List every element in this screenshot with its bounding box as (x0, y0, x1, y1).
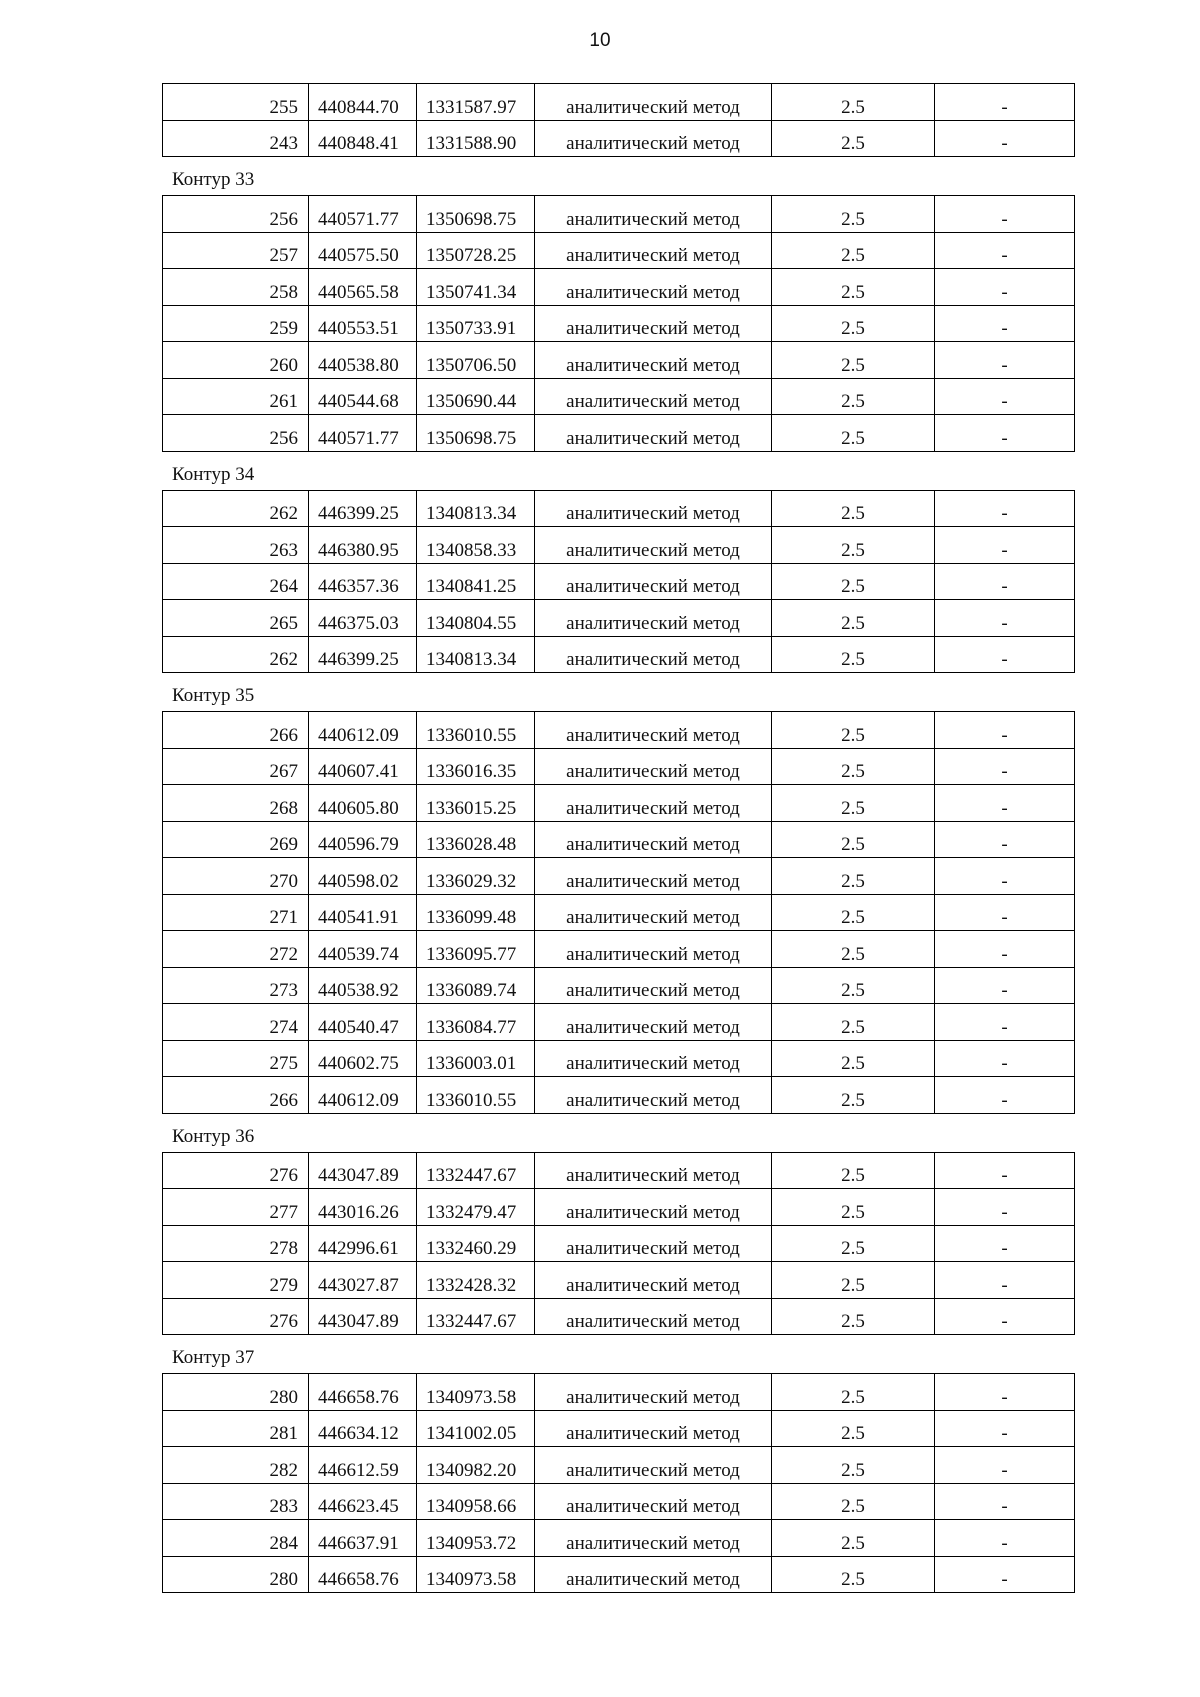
description-cell: - (935, 1152, 1075, 1189)
point-number-cell: 255 (163, 84, 309, 121)
precision-cell: 2.5 (772, 1520, 935, 1557)
x-coordinate-cell: 446399.25 (309, 490, 417, 527)
point-number-cell: 282 (163, 1447, 309, 1484)
x-coordinate-cell: 440612.09 (309, 712, 417, 749)
description-cell: - (935, 636, 1075, 673)
y-coordinate-cell: 1350698.75 (417, 196, 535, 233)
table-row (163, 785, 1075, 822)
description-cell: - (935, 490, 1075, 527)
precision-cell: 2.5 (772, 1040, 935, 1077)
description-cell: - (935, 1447, 1075, 1484)
point-number-cell: 280 (163, 1374, 309, 1411)
y-coordinate-cell: 1350706.50 (417, 342, 535, 379)
table-row (163, 931, 1075, 968)
y-coordinate-cell: 1341002.05 (417, 1410, 535, 1447)
table-row (163, 1077, 1075, 1114)
method-cell: аналитический метод (535, 1077, 772, 1114)
description-cell: - (935, 1556, 1075, 1593)
contour-title: Контур 34 (172, 463, 255, 485)
method-cell: аналитический метод (535, 1410, 772, 1447)
point-number-cell: 267 (163, 748, 309, 785)
description-cell: - (935, 1483, 1075, 1520)
description-cell: - (935, 858, 1075, 895)
precision-cell: 2.5 (772, 894, 935, 931)
table-row (163, 967, 1075, 1004)
point-number-cell: 262 (163, 490, 309, 527)
precision-cell: 2.5 (772, 821, 935, 858)
table-row (163, 305, 1075, 342)
y-coordinate-cell: 1336016.35 (417, 748, 535, 785)
method-cell: аналитический метод (535, 821, 772, 858)
x-coordinate-cell: 440602.75 (309, 1040, 417, 1077)
y-coordinate-cell: 1332460.29 (417, 1225, 535, 1262)
x-coordinate-cell: 446658.76 (309, 1556, 417, 1593)
y-coordinate-cell: 1336010.55 (417, 1077, 535, 1114)
method-cell: аналитический метод (535, 269, 772, 306)
description-cell: - (935, 894, 1075, 931)
table-row (163, 84, 1075, 121)
description-cell: - (935, 1040, 1075, 1077)
precision-cell: 2.5 (772, 342, 935, 379)
point-number-cell: 273 (163, 967, 309, 1004)
description-cell: - (935, 748, 1075, 785)
description-cell: - (935, 931, 1075, 968)
x-coordinate-cell: 446623.45 (309, 1483, 417, 1520)
x-coordinate-cell: 440541.91 (309, 894, 417, 931)
method-cell: аналитический метод (535, 527, 772, 564)
x-coordinate-cell: 440607.41 (309, 748, 417, 785)
description-cell: - (935, 1189, 1075, 1226)
point-number-cell: 283 (163, 1483, 309, 1520)
description-cell: - (935, 1410, 1075, 1447)
method-cell: аналитический метод (535, 232, 772, 269)
precision-cell: 2.5 (772, 527, 935, 564)
x-coordinate-cell: 446612.59 (309, 1447, 417, 1484)
point-number-cell: 278 (163, 1225, 309, 1262)
table-row (163, 120, 1075, 157)
point-number-cell: 271 (163, 894, 309, 931)
x-coordinate-cell: 440575.50 (309, 232, 417, 269)
precision-cell: 2.5 (772, 1225, 935, 1262)
y-coordinate-cell: 1336028.48 (417, 821, 535, 858)
method-cell: аналитический метод (535, 415, 772, 452)
point-number-cell: 266 (163, 712, 309, 749)
y-coordinate-cell: 1336084.77 (417, 1004, 535, 1041)
description-cell: - (935, 1374, 1075, 1411)
method-cell: аналитический метод (535, 196, 772, 233)
x-coordinate-cell: 440848.41 (309, 120, 417, 157)
point-number-cell: 264 (163, 563, 309, 600)
x-coordinate-cell: 440596.79 (309, 821, 417, 858)
point-number-cell: 281 (163, 1410, 309, 1447)
x-coordinate-cell: 440605.80 (309, 785, 417, 822)
precision-cell: 2.5 (772, 490, 935, 527)
table-row (163, 232, 1075, 269)
precision-cell: 2.5 (772, 196, 935, 233)
precision-cell: 2.5 (772, 931, 935, 968)
precision-cell: 2.5 (772, 415, 935, 452)
contour-title: Контур 36 (172, 1125, 255, 1147)
precision-cell: 2.5 (772, 1262, 935, 1299)
precision-cell: 2.5 (772, 1298, 935, 1335)
point-number-cell: 276 (163, 1298, 309, 1335)
y-coordinate-cell: 1336015.25 (417, 785, 535, 822)
x-coordinate-cell: 446637.91 (309, 1520, 417, 1557)
precision-cell: 2.5 (772, 785, 935, 822)
description-cell: - (935, 1225, 1075, 1262)
method-cell: аналитический метод (535, 563, 772, 600)
x-coordinate-cell: 440565.58 (309, 269, 417, 306)
description-cell: - (935, 527, 1075, 564)
method-cell: аналитический метод (535, 931, 772, 968)
y-coordinate-cell: 1332428.32 (417, 1262, 535, 1299)
contour-table (162, 711, 1075, 1114)
coordinates-document (162, 83, 1074, 1593)
method-cell: аналитический метод (535, 1520, 772, 1557)
point-number-cell: 268 (163, 785, 309, 822)
table-row (163, 748, 1075, 785)
page-number: 10 (589, 30, 611, 51)
y-coordinate-cell: 1340973.58 (417, 1374, 535, 1411)
y-coordinate-cell: 1350728.25 (417, 232, 535, 269)
precision-cell: 2.5 (772, 120, 935, 157)
y-coordinate-cell: 1350690.44 (417, 378, 535, 415)
x-coordinate-cell: 440571.77 (309, 415, 417, 452)
point-number-cell: 263 (163, 527, 309, 564)
point-number-cell: 261 (163, 378, 309, 415)
table-row (163, 1520, 1075, 1557)
y-coordinate-cell: 1340973.58 (417, 1556, 535, 1593)
contour-title: Контур 35 (172, 685, 255, 706)
x-coordinate-cell: 440538.80 (309, 342, 417, 379)
point-number-cell: 260 (163, 342, 309, 379)
y-coordinate-cell: 1332479.47 (417, 1189, 535, 1226)
x-coordinate-cell: 440571.77 (309, 196, 417, 233)
method-cell: аналитический метод (535, 120, 772, 157)
table-row (163, 1004, 1075, 1041)
point-number-cell: 274 (163, 1004, 309, 1041)
y-coordinate-cell: 1340953.72 (417, 1520, 535, 1557)
precision-cell: 2.5 (772, 269, 935, 306)
x-coordinate-cell: 446658.76 (309, 1374, 417, 1411)
y-coordinate-cell: 1336095.77 (417, 931, 535, 968)
table-row (163, 1298, 1075, 1335)
precision-cell: 2.5 (772, 1374, 935, 1411)
precision-cell: 2.5 (772, 1004, 935, 1041)
point-number-cell: 258 (163, 269, 309, 306)
method-cell: аналитический метод (535, 600, 772, 637)
precision-cell: 2.5 (772, 748, 935, 785)
description-cell: - (935, 84, 1075, 121)
precision-cell: 2.5 (772, 84, 935, 121)
x-coordinate-cell: 443016.26 (309, 1189, 417, 1226)
table-row (163, 196, 1075, 233)
precision-cell: 2.5 (772, 600, 935, 637)
table-row (163, 1040, 1075, 1077)
precision-cell: 2.5 (772, 1152, 935, 1189)
point-number-cell: 284 (163, 1520, 309, 1557)
y-coordinate-cell: 1336099.48 (417, 894, 535, 931)
y-coordinate-cell: 1340982.20 (417, 1447, 535, 1484)
table-row (163, 1447, 1075, 1484)
precision-cell: 2.5 (772, 1410, 935, 1447)
table-row (163, 1152, 1075, 1189)
method-cell: аналитический метод (535, 894, 772, 931)
table-row (163, 1374, 1075, 1411)
y-coordinate-cell: 1336089.74 (417, 967, 535, 1004)
precision-cell: 2.5 (772, 636, 935, 673)
description-cell: - (935, 785, 1075, 822)
x-coordinate-cell: 440553.51 (309, 305, 417, 342)
method-cell: аналитический метод (535, 84, 772, 121)
point-number-cell: 256 (163, 415, 309, 452)
contour-table (162, 490, 1075, 674)
description-cell: - (935, 415, 1075, 452)
precision-cell: 2.5 (772, 712, 935, 749)
point-number-cell: 276 (163, 1152, 309, 1189)
table-row (163, 712, 1075, 749)
y-coordinate-cell: 1336029.32 (417, 858, 535, 895)
description-cell: - (935, 232, 1075, 269)
y-coordinate-cell: 1350698.75 (417, 415, 535, 452)
precision-cell: 2.5 (772, 1483, 935, 1520)
description-cell: - (935, 120, 1075, 157)
description-cell: - (935, 967, 1075, 1004)
method-cell: аналитический метод (535, 1040, 772, 1077)
contour-title: Контур 37 (172, 1347, 255, 1368)
x-coordinate-cell: 446375.03 (309, 600, 417, 637)
point-number-cell: 256 (163, 196, 309, 233)
x-coordinate-cell: 440844.70 (309, 84, 417, 121)
point-number-cell: 279 (163, 1262, 309, 1299)
point-number-cell: 270 (163, 858, 309, 895)
table-row (163, 269, 1075, 306)
description-cell: - (935, 305, 1075, 342)
precision-cell: 2.5 (772, 858, 935, 895)
method-cell: аналитический метод (535, 1298, 772, 1335)
method-cell: аналитический метод (535, 967, 772, 1004)
table-row (163, 1556, 1075, 1593)
precision-cell: 2.5 (772, 563, 935, 600)
method-cell: аналитический метод (535, 378, 772, 415)
x-coordinate-cell: 446634.12 (309, 1410, 417, 1447)
x-coordinate-cell: 440539.74 (309, 931, 417, 968)
description-cell: - (935, 1520, 1075, 1557)
x-coordinate-cell: 442996.61 (309, 1225, 417, 1262)
y-coordinate-cell: 1340804.55 (417, 600, 535, 637)
method-cell: аналитический метод (535, 342, 772, 379)
method-cell: аналитический метод (535, 636, 772, 673)
point-number-cell: 280 (163, 1556, 309, 1593)
y-coordinate-cell: 1332447.67 (417, 1152, 535, 1189)
table-row (163, 563, 1075, 600)
method-cell: аналитический метод (535, 785, 772, 822)
method-cell: аналитический метод (535, 1556, 772, 1593)
method-cell: аналитический метод (535, 1225, 772, 1262)
x-coordinate-cell: 440598.02 (309, 858, 417, 895)
y-coordinate-cell: 1340858.33 (417, 527, 535, 564)
point-number-cell: 262 (163, 636, 309, 673)
y-coordinate-cell: 1336003.01 (417, 1040, 535, 1077)
y-coordinate-cell: 1340958.66 (417, 1483, 535, 1520)
method-cell: аналитический метод (535, 1447, 772, 1484)
contour-table (162, 1373, 1075, 1593)
y-coordinate-cell: 1331587.97 (417, 84, 535, 121)
continued-table (162, 83, 1075, 157)
point-number-cell: 266 (163, 1077, 309, 1114)
description-cell: - (935, 1262, 1075, 1299)
description-cell: - (935, 269, 1075, 306)
table-row (163, 378, 1075, 415)
method-cell: аналитический метод (535, 858, 772, 895)
x-coordinate-cell: 443027.87 (309, 1262, 417, 1299)
table-row (163, 600, 1075, 637)
point-number-cell: 272 (163, 931, 309, 968)
table-row (163, 821, 1075, 858)
description-cell: - (935, 712, 1075, 749)
method-cell: аналитический метод (535, 490, 772, 527)
point-number-cell: 275 (163, 1040, 309, 1077)
description-cell: - (935, 342, 1075, 379)
table-row (163, 1225, 1075, 1262)
precision-cell: 2.5 (772, 305, 935, 342)
method-cell: аналитический метод (535, 1483, 772, 1520)
y-coordinate-cell: 1340841.25 (417, 563, 535, 600)
x-coordinate-cell: 440544.68 (309, 378, 417, 415)
y-coordinate-cell: 1340813.34 (417, 490, 535, 527)
precision-cell: 2.5 (772, 1556, 935, 1593)
point-number-cell: 257 (163, 232, 309, 269)
point-number-cell: 269 (163, 821, 309, 858)
precision-cell: 2.5 (772, 232, 935, 269)
contour-table (162, 195, 1075, 452)
x-coordinate-cell: 446357.36 (309, 563, 417, 600)
table-row (163, 858, 1075, 895)
method-cell: аналитический метод (535, 1152, 772, 1189)
description-cell: - (935, 1004, 1075, 1041)
x-coordinate-cell: 446399.25 (309, 636, 417, 673)
x-coordinate-cell: 443047.89 (309, 1298, 417, 1335)
table-row (163, 490, 1075, 527)
table-row (163, 894, 1075, 931)
y-coordinate-cell: 1332447.67 (417, 1298, 535, 1335)
method-cell: аналитический метод (535, 712, 772, 749)
x-coordinate-cell: 443047.89 (309, 1152, 417, 1189)
table-row (163, 1410, 1075, 1447)
method-cell: аналитический метод (535, 1189, 772, 1226)
x-coordinate-cell: 440538.92 (309, 967, 417, 1004)
table-row (163, 636, 1075, 673)
x-coordinate-cell: 440540.47 (309, 1004, 417, 1041)
y-coordinate-cell: 1331588.90 (417, 120, 535, 157)
precision-cell: 2.5 (772, 1447, 935, 1484)
point-number-cell: 243 (163, 120, 309, 157)
description-cell: - (935, 600, 1075, 637)
precision-cell: 2.5 (772, 967, 935, 1004)
point-number-cell: 259 (163, 305, 309, 342)
x-coordinate-cell: 446380.95 (309, 527, 417, 564)
precision-cell: 2.5 (772, 1189, 935, 1226)
table-row (163, 342, 1075, 379)
y-coordinate-cell: 1350741.34 (417, 269, 535, 306)
description-cell: - (935, 1077, 1075, 1114)
table-row (163, 1189, 1075, 1226)
y-coordinate-cell: 1336010.55 (417, 712, 535, 749)
description-cell: - (935, 196, 1075, 233)
y-coordinate-cell: 1350733.91 (417, 305, 535, 342)
table-row (163, 527, 1075, 564)
method-cell: аналитический метод (535, 1004, 772, 1041)
method-cell: аналитический метод (535, 748, 772, 785)
method-cell: аналитический метод (535, 1262, 772, 1299)
y-coordinate-cell: 1340813.34 (417, 636, 535, 673)
description-cell: - (935, 563, 1075, 600)
x-coordinate-cell: 440612.09 (309, 1077, 417, 1114)
table-row (163, 1262, 1075, 1299)
table-row (163, 415, 1075, 452)
method-cell: аналитический метод (535, 305, 772, 342)
point-number-cell: 277 (163, 1189, 309, 1226)
precision-cell: 2.5 (772, 1077, 935, 1114)
table-row (163, 1483, 1075, 1520)
description-cell: - (935, 821, 1075, 858)
method-cell: аналитический метод (535, 1374, 772, 1411)
description-cell: - (935, 378, 1075, 415)
contour-table (162, 1152, 1075, 1336)
contour-title: Контур 33 (172, 169, 255, 190)
description-cell: - (935, 1298, 1075, 1335)
precision-cell: 2.5 (772, 378, 935, 415)
point-number-cell: 265 (163, 600, 309, 637)
